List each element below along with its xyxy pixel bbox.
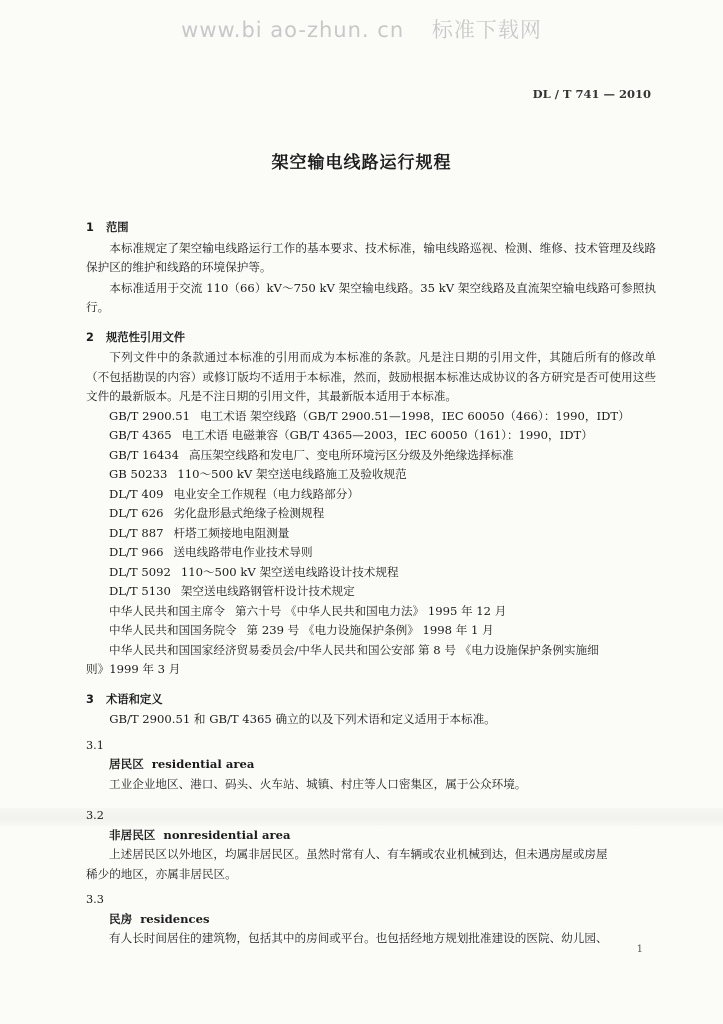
term-definition-continued: 稀少的地区，亦属非居民区。 bbox=[86, 866, 237, 881]
term-number: 3.2 bbox=[86, 809, 104, 822]
term-definition: 有人长时间居住的建筑物，包括其中的房间或平台。也包括经地方规划批准建设的医院、幼儿园、 bbox=[109, 931, 608, 945]
reference-item: GB/T 2900.51 电工术语 架空线路（GB/T 2900.51—1998，IEC 60050（466）：1990，IDT） bbox=[109, 408, 630, 423]
watermark bbox=[0, 14, 723, 44]
section-3-heading: 3 术语和定义 bbox=[86, 692, 163, 706]
reference-item: 中华人民共和国主席令 第六十号 《中华人民共和国电力法》 1995 年 12 月 bbox=[109, 603, 507, 618]
section-1-heading: 1 范围 bbox=[86, 221, 129, 234]
reference-item: 中华人民共和国国务院令 第 239 号 《电力设施保护条例》 1998 年 1 月 bbox=[109, 623, 494, 637]
reference-item: GB/T 16434 高压架空线路和发电厂、变电所环境污区分级及外绝缘选择标准 bbox=[109, 447, 514, 462]
reference-item: DL/T 626 劣化盘形悬式绝缘子检测规程 bbox=[109, 506, 325, 520]
section-2-paragraph-1: 下列文件中的条款通过本标准的引用而成为本标准的条款。凡是注日期的引用文件，其随后所有的修改单（不包括勘误的内容）或修订版均不适用于本标准，然而，鼓励根据本标准达成协议的各方研究是否可使用这些文件的最新版本。凡是不注日期的引用文件，其最新版本适用于本标准。 bbox=[86, 350, 656, 403]
section-2-heading: 2 规范性引用文件 bbox=[86, 330, 186, 344]
document-body bbox=[86, 218, 656, 949]
term-name: 民房 residences bbox=[109, 911, 210, 926]
page-number: 1 bbox=[636, 944, 643, 955]
section-1-paragraph-1: 本标准规定了架空输电线路运行工作的基本要求、技术标准，输电线路巡视、检测、维修、技术管理及线路保护区的维护和线路的环境保护等。 bbox=[86, 240, 656, 274]
reference-item-long-continued: 则》1999 年 3 月 bbox=[86, 662, 181, 676]
reference-item: GB/T 4365 电工术语 电磁兼容（GB/T 4365—2003，IEC 60050（161）：1990，IDT） bbox=[109, 428, 593, 442]
section-3-paragraph-1: GB/T 2900.51 和 GB/T 4365 确立的以及下列术语和定义适用于本标准。 bbox=[109, 712, 496, 726]
page-title: 架空输电线路运行规程 bbox=[271, 153, 452, 173]
document-number: DL / T 741 — 2010 bbox=[532, 87, 651, 101]
watermark-url: www.bi ao-zhun. cn bbox=[181, 18, 405, 42]
reference-item: DL/T 966 送电线路带电作业技术导则 bbox=[109, 545, 313, 559]
term-definition: 工业企业地区、港口、码头、火车站、城镇、村庄等人口密集区，属于公众环境。 bbox=[109, 776, 527, 791]
term-number: 3.1 bbox=[86, 738, 104, 752]
section-1-paragraph-2: 本标准适用于交流 110（66）kV～750 kV 架空输电线路。35 kV 架空线路及直流架空输电线路可参照执行。 bbox=[86, 280, 656, 314]
reference-item: DL/T 5092 110～500 kV 架空送电线路设计技术规程 bbox=[109, 564, 399, 579]
reference-item: DL/T 409 电业安全工作规程（电力线路部分） bbox=[109, 486, 359, 501]
reference-item: DL/T 887 杆塔工频接地电阻测量 bbox=[109, 525, 290, 540]
watermark-name: 标准下载网 bbox=[431, 18, 542, 42]
reference-item-long: 中华人民共和国国家经济贸易委员会/中华人民共和国公安部 第 8 号 《电力设施保护条例实施细 bbox=[109, 642, 599, 657]
term-definition: 上述居民区以外地区，均属非居民区。虽然时常有人、有车辆或农业机械到达，但未遇房屋或房屋 bbox=[109, 847, 608, 861]
reference-item: DL/T 5130 架空送电线路钢管杆设计技术规定 bbox=[109, 584, 355, 598]
reference-list bbox=[86, 407, 656, 680]
term-name: 居民区 residential area bbox=[109, 757, 255, 771]
reference-item: GB 50233 110～500 kV 架空送电线路施工及验收规范 bbox=[109, 467, 407, 481]
term-name: 非居民区 nonresidential area bbox=[109, 827, 291, 842]
term-number: 3.3 bbox=[86, 893, 104, 906]
